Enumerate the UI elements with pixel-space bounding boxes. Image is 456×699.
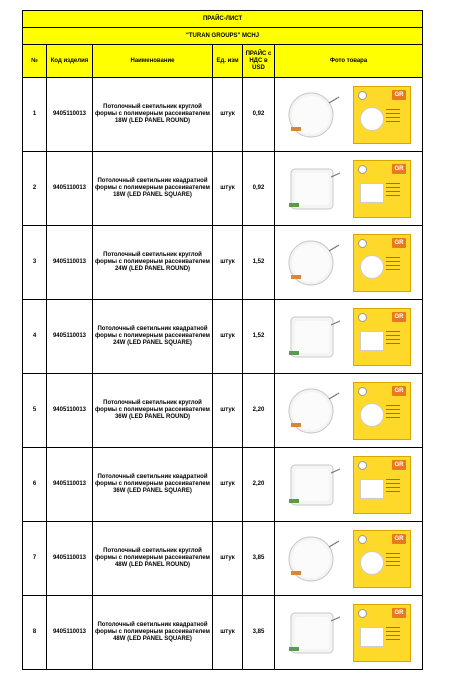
box-text-lines xyxy=(386,553,400,569)
row-num: 2 xyxy=(23,152,47,226)
box-panel-icon xyxy=(360,627,384,647)
company-row xyxy=(23,28,423,45)
row-num: 6 xyxy=(23,448,47,522)
table-row xyxy=(23,78,423,152)
column-header-row xyxy=(23,45,423,78)
row-code: 9405110013 xyxy=(47,596,93,670)
product-photo xyxy=(275,300,422,373)
row-price: 3,85 xyxy=(243,596,275,670)
row-unit: штук xyxy=(213,448,243,522)
row-name: Потолочный светильник квадратной формы с полимерным рассеивателем 48W (LED PANEL SQUARE) xyxy=(93,596,213,670)
row-name: Потолочный светильник квадратной формы с полимерным рассеивателем 18W (LED PANEL SQUARE) xyxy=(93,152,213,226)
table-row xyxy=(23,300,423,374)
row-photo xyxy=(275,448,423,522)
round-panel-image xyxy=(283,383,343,439)
round-panel-image xyxy=(283,87,343,143)
row-code: 9405110013 xyxy=(47,374,93,448)
brand-logo: GR xyxy=(392,534,406,544)
box-text-lines xyxy=(386,183,400,199)
row-price: 0,92 xyxy=(243,152,275,226)
box-text-lines xyxy=(386,331,400,347)
row-name: Потолочный светильник круглой формы с полимерным рассеивателем 36W (LED PANEL ROUND) xyxy=(93,374,213,448)
product-box-image xyxy=(353,308,411,366)
row-code: 9405110013 xyxy=(47,300,93,374)
box-text-lines xyxy=(386,109,400,125)
brand-badge-icon xyxy=(358,239,367,248)
row-price: 0,92 xyxy=(243,78,275,152)
product-photo xyxy=(275,448,422,521)
box-text-lines xyxy=(386,479,400,495)
brand-badge-icon xyxy=(358,387,367,396)
price-list-sheet xyxy=(22,10,422,670)
row-price: 2,20 xyxy=(243,374,275,448)
col-num: № xyxy=(23,45,47,78)
box-text-lines xyxy=(386,627,400,643)
brand-badge-icon xyxy=(358,91,367,100)
row-unit: штук xyxy=(213,522,243,596)
brand-logo: GR xyxy=(392,312,406,322)
brand-logo: GR xyxy=(392,238,406,248)
row-photo xyxy=(275,78,423,152)
price-table xyxy=(22,10,423,670)
col-photo: Фото товара xyxy=(275,45,423,78)
product-box-image xyxy=(353,86,411,144)
table-row xyxy=(23,522,423,596)
row-unit: штук xyxy=(213,226,243,300)
brand-badge-icon xyxy=(358,313,367,322)
brand-badge-icon xyxy=(358,165,367,174)
product-photo xyxy=(275,152,422,225)
table-row xyxy=(23,596,423,670)
table-row xyxy=(23,448,423,522)
round-panel-image xyxy=(283,235,343,291)
row-photo xyxy=(275,152,423,226)
row-num: 7 xyxy=(23,522,47,596)
col-unit: Ед. изм xyxy=(213,45,243,78)
brand-logo: GR xyxy=(392,608,406,618)
row-unit: штук xyxy=(213,300,243,374)
box-panel-icon xyxy=(360,107,384,131)
brand-logo: GR xyxy=(392,164,406,174)
box-panel-icon xyxy=(360,255,384,279)
row-name: Потолочный светильник квадратной формы с полимерным рассеивателем 36W (LED PANEL SQUARE) xyxy=(93,448,213,522)
product-box-image xyxy=(353,382,411,440)
company-name: "TURAN GROUPS" MCHJ xyxy=(23,28,423,45)
row-code: 9405110013 xyxy=(47,448,93,522)
col-code: Код изделия xyxy=(47,45,93,78)
row-code: 9405110013 xyxy=(47,226,93,300)
row-unit: штук xyxy=(213,374,243,448)
row-photo xyxy=(275,300,423,374)
row-code: 9405110013 xyxy=(47,522,93,596)
box-text-lines xyxy=(386,405,400,421)
table-row xyxy=(23,152,423,226)
row-num: 3 xyxy=(23,226,47,300)
row-unit: штук xyxy=(213,596,243,670)
title-row xyxy=(23,11,423,28)
table-row xyxy=(23,226,423,300)
brand-logo: GR xyxy=(392,386,406,396)
brand-badge-icon xyxy=(358,609,367,618)
row-unit: штук xyxy=(213,78,243,152)
product-box-image xyxy=(353,234,411,292)
row-price: 1,52 xyxy=(243,300,275,374)
box-text-lines xyxy=(386,257,400,273)
row-price: 1,52 xyxy=(243,226,275,300)
square-panel-image xyxy=(283,457,343,513)
row-name: Потолочный светильник круглой формы с полимерным рассеивателем 48W (LED PANEL ROUND) xyxy=(93,522,213,596)
row-name: Потолочный светильник круглой формы с полимерным рассеивателем 24W (LED PANEL ROUND) xyxy=(93,226,213,300)
row-price: 3,85 xyxy=(243,522,275,596)
product-photo xyxy=(275,596,422,669)
box-panel-icon xyxy=(360,183,384,203)
col-name: Наименование xyxy=(93,45,213,78)
row-photo xyxy=(275,522,423,596)
row-num: 4 xyxy=(23,300,47,374)
brand-logo: GR xyxy=(392,460,406,470)
brand-badge-icon xyxy=(358,535,367,544)
row-unit: штук xyxy=(213,152,243,226)
table-row xyxy=(23,374,423,448)
row-code: 9405110013 xyxy=(47,78,93,152)
row-num: 8 xyxy=(23,596,47,670)
row-name: Потолочный светильник круглой формы с полимерным рассеивателем 18W (LED PANEL ROUND) xyxy=(93,78,213,152)
box-panel-icon xyxy=(360,551,384,575)
square-panel-image xyxy=(283,605,343,661)
box-panel-icon xyxy=(360,479,384,499)
product-photo xyxy=(275,78,422,151)
col-price: ПРАЙС с НДС в USD xyxy=(243,45,275,78)
row-num: 1 xyxy=(23,78,47,152)
product-photo xyxy=(275,522,422,595)
row-photo xyxy=(275,374,423,448)
row-price: 2,20 xyxy=(243,448,275,522)
product-photo xyxy=(275,226,422,299)
product-box-image xyxy=(353,456,411,514)
document-title: ПРАЙС-ЛИСТ xyxy=(23,11,423,28)
brand-logo: GR xyxy=(392,90,406,100)
row-code: 9405110013 xyxy=(47,152,93,226)
row-photo xyxy=(275,596,423,670)
product-photo xyxy=(275,374,422,447)
brand-badge-icon xyxy=(358,461,367,470)
box-panel-icon xyxy=(360,403,384,427)
round-panel-image xyxy=(283,531,343,587)
square-panel-image xyxy=(283,309,343,365)
square-panel-image xyxy=(283,161,343,217)
product-box-image xyxy=(353,160,411,218)
row-name: Потолочный светильник квадратной формы с полимерным рассеивателем 24W (LED PANEL SQUARE) xyxy=(93,300,213,374)
row-photo xyxy=(275,226,423,300)
box-panel-icon xyxy=(360,331,384,351)
product-box-image xyxy=(353,530,411,588)
row-num: 5 xyxy=(23,374,47,448)
product-box-image xyxy=(353,604,411,662)
